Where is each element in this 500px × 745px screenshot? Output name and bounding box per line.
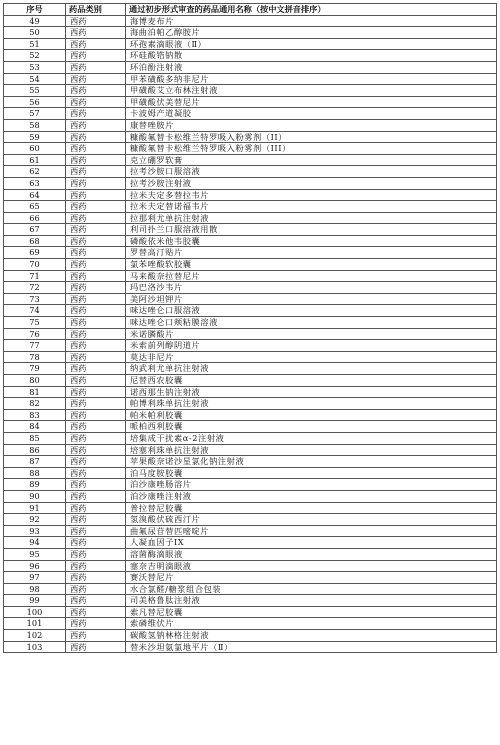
row-number: 64 <box>4 189 66 201</box>
row-category: 西药 <box>66 583 126 595</box>
table-row <box>4 50 497 62</box>
header-number: 序号 <box>4 4 66 16</box>
row-category: 西药 <box>66 572 126 584</box>
row-drug-name: 碳酸氢钠林格注射液 <box>126 630 497 642</box>
row-drug-name: 拉米夫定替诺福韦片 <box>126 201 497 213</box>
row-category: 西药 <box>66 421 126 433</box>
table-row <box>4 432 497 444</box>
row-drug-name: 人凝血因子IX <box>126 537 497 549</box>
table-row <box>4 282 497 294</box>
row-drug-name: 尼替西农胶囊 <box>126 375 497 387</box>
table-row <box>4 572 497 584</box>
row-number: 76 <box>4 328 66 340</box>
row-drug-name: 玛巴洛沙韦片 <box>126 282 497 294</box>
row-number: 102 <box>4 630 66 642</box>
table-row <box>4 490 497 502</box>
row-category: 西药 <box>66 386 126 398</box>
row-number: 87 <box>4 456 66 468</box>
row-drug-name: 甲磺酸艾立布林注射液 <box>126 85 497 97</box>
row-drug-name: 卡波姆产道凝胶 <box>126 108 497 120</box>
row-drug-name: 溶菌酶滴眼液 <box>126 548 497 560</box>
row-number: 52 <box>4 50 66 62</box>
table-row <box>4 143 497 155</box>
row-number: 82 <box>4 398 66 410</box>
row-number: 99 <box>4 595 66 607</box>
row-number: 98 <box>4 583 66 595</box>
row-number: 97 <box>4 572 66 584</box>
row-category: 西药 <box>66 143 126 155</box>
row-number: 65 <box>4 201 66 213</box>
row-drug-name: 拉米夫定多替拉韦片 <box>126 189 497 201</box>
row-number: 79 <box>4 363 66 375</box>
table-row <box>4 166 497 178</box>
row-drug-name: 帕米帕利胶囊 <box>126 409 497 421</box>
row-category: 西药 <box>66 212 126 224</box>
row-category: 西药 <box>66 328 126 340</box>
table-row <box>4 340 497 352</box>
row-drug-name: 塞奈吉明滴眼液 <box>126 560 497 572</box>
row-number: 89 <box>4 479 66 491</box>
table-row <box>4 618 497 630</box>
row-drug-name: 咪达唑仑口颊粘膜溶液 <box>126 317 497 329</box>
table-row <box>4 386 497 398</box>
table-row <box>4 96 497 108</box>
row-number: 88 <box>4 467 66 479</box>
row-category: 西药 <box>66 259 126 271</box>
row-drug-name: 米索前列醇阴道片 <box>126 340 497 352</box>
row-number: 75 <box>4 317 66 329</box>
row-category: 西药 <box>66 398 126 410</box>
table-row <box>4 119 497 131</box>
row-category: 西药 <box>66 305 126 317</box>
row-drug-name: 拉考沙胺口服溶液 <box>126 166 497 178</box>
row-number: 54 <box>4 73 66 85</box>
row-drug-name: 米诺膦酸片 <box>126 328 497 340</box>
row-drug-name: 康替唑胺片 <box>126 119 497 131</box>
row-number: 78 <box>4 351 66 363</box>
row-number: 56 <box>4 96 66 108</box>
header-drug-name: 通过初步形式审查的药品通用名称（按中文拼音排序） <box>126 4 497 16</box>
row-drug-name: 拉考沙胺注射液 <box>126 177 497 189</box>
row-category: 西药 <box>66 131 126 143</box>
row-category: 西药 <box>66 247 126 259</box>
row-number: 81 <box>4 386 66 398</box>
row-number: 67 <box>4 224 66 236</box>
row-category: 西药 <box>66 189 126 201</box>
row-category: 西药 <box>66 409 126 421</box>
drug-list-table <box>3 3 497 653</box>
row-category: 西药 <box>66 537 126 549</box>
table-body <box>4 15 497 653</box>
row-number: 80 <box>4 375 66 387</box>
row-drug-name: 普拉替尼胶囊 <box>126 502 497 514</box>
header-category: 药品类别 <box>66 4 126 16</box>
row-drug-name: 培塞利珠单抗注射液 <box>126 444 497 456</box>
table-row <box>4 177 497 189</box>
row-category: 西药 <box>66 61 126 73</box>
table-row <box>4 630 497 642</box>
row-category: 西药 <box>66 479 126 491</box>
table-row <box>4 235 497 247</box>
table-row <box>4 444 497 456</box>
table-row <box>4 502 497 514</box>
row-drug-name: 莫达非尼片 <box>126 351 497 363</box>
row-drug-name: 海曲泊帕乙醇胺片 <box>126 27 497 39</box>
row-number: 70 <box>4 259 66 271</box>
row-number: 58 <box>4 119 66 131</box>
row-category: 西药 <box>66 15 126 27</box>
table-row <box>4 38 497 50</box>
row-drug-name: 曲氟尿苷替匹嘧啶片 <box>126 525 497 537</box>
table-row <box>4 560 497 572</box>
row-category: 西药 <box>66 282 126 294</box>
row-category: 西药 <box>66 27 126 39</box>
row-category: 西药 <box>66 201 126 213</box>
row-number: 90 <box>4 490 66 502</box>
row-category: 西药 <box>66 618 126 630</box>
row-drug-name: 海博麦布片 <box>126 15 497 27</box>
row-number: 59 <box>4 131 66 143</box>
table-row <box>4 201 497 213</box>
row-category: 西药 <box>66 108 126 120</box>
row-drug-name: 诺西那生钠注射液 <box>126 386 497 398</box>
table-row <box>4 606 497 618</box>
row-number: 92 <box>4 514 66 526</box>
row-drug-name: 环泊酚注射液 <box>126 61 497 73</box>
table-row <box>4 479 497 491</box>
row-category: 西药 <box>66 38 126 50</box>
row-drug-name: 拉那利尤单抗注射液 <box>126 212 497 224</box>
row-number: 50 <box>4 27 66 39</box>
row-category: 西药 <box>66 96 126 108</box>
row-number: 94 <box>4 537 66 549</box>
row-category: 西药 <box>66 351 126 363</box>
table-row <box>4 421 497 433</box>
row-drug-name: 培集成干扰素α-2注射液 <box>126 432 497 444</box>
row-number: 51 <box>4 38 66 50</box>
row-drug-name: 司美格鲁肽注射液 <box>126 595 497 607</box>
table-row <box>4 259 497 271</box>
table-row <box>4 131 497 143</box>
row-number: 71 <box>4 270 66 282</box>
row-drug-name: 赛沃替尼片 <box>126 572 497 584</box>
row-drug-name: 咪达唑仑口服溶液 <box>126 305 497 317</box>
table-row <box>4 537 497 549</box>
row-category: 西药 <box>66 50 126 62</box>
row-drug-name: 替米沙坦氨氯地平片（Ⅱ） <box>126 641 497 653</box>
row-number: 101 <box>4 618 66 630</box>
row-drug-name: 马来酸奈拉替尼片 <box>126 270 497 282</box>
row-number: 68 <box>4 235 66 247</box>
row-drug-name: 克立硼罗软膏 <box>126 154 497 166</box>
table-row <box>4 363 497 375</box>
row-category: 西药 <box>66 293 126 305</box>
row-category: 西药 <box>66 363 126 375</box>
row-drug-name: 帕博利珠单抗注射液 <box>126 398 497 410</box>
row-drug-name: 氢溴酸伏硫西汀片 <box>126 514 497 526</box>
table-row <box>4 293 497 305</box>
row-category: 西药 <box>66 467 126 479</box>
row-category: 西药 <box>66 340 126 352</box>
table-header-row <box>4 4 497 16</box>
row-number: 103 <box>4 641 66 653</box>
row-category: 西药 <box>66 432 126 444</box>
table-row <box>4 224 497 236</box>
row-drug-name: 泊马度胺胶囊 <box>126 467 497 479</box>
row-number: 72 <box>4 282 66 294</box>
row-drug-name: 索凡替尼胶囊 <box>126 606 497 618</box>
row-category: 西药 <box>66 224 126 236</box>
row-number: 73 <box>4 293 66 305</box>
row-number: 53 <box>4 61 66 73</box>
row-drug-name: 甲磺酸伏美替尼片 <box>126 96 497 108</box>
row-category: 西药 <box>66 630 126 642</box>
row-category: 西药 <box>66 154 126 166</box>
row-drug-name: 索磷维伏片 <box>126 618 497 630</box>
row-drug-name: 糠酸氟替卡松维兰特罗吸入粉雾剂（II） <box>126 131 497 143</box>
table-row <box>4 351 497 363</box>
row-category: 西药 <box>66 595 126 607</box>
table-row <box>4 27 497 39</box>
table-row <box>4 328 497 340</box>
table-row <box>4 189 497 201</box>
table-row <box>4 108 497 120</box>
row-drug-name: 磷酸依米他韦胶囊 <box>126 235 497 247</box>
row-number: 55 <box>4 85 66 97</box>
row-category: 西药 <box>66 606 126 618</box>
row-number: 85 <box>4 432 66 444</box>
row-number: 61 <box>4 154 66 166</box>
row-drug-name: 环孢素滴眼液（Ⅱ） <box>126 38 497 50</box>
table-row <box>4 73 497 85</box>
row-category: 西药 <box>66 270 126 282</box>
row-number: 93 <box>4 525 66 537</box>
row-drug-name: 罗替高汀贴片 <box>126 247 497 259</box>
row-category: 西药 <box>66 119 126 131</box>
row-drug-name: 利司扑兰口服溶液用散 <box>126 224 497 236</box>
row-category: 西药 <box>66 444 126 456</box>
table-row <box>4 514 497 526</box>
row-number: 60 <box>4 143 66 155</box>
row-number: 91 <box>4 502 66 514</box>
table-row <box>4 467 497 479</box>
table-row <box>4 247 497 259</box>
table-row <box>4 317 497 329</box>
row-number: 86 <box>4 444 66 456</box>
row-category: 西药 <box>66 177 126 189</box>
table-row <box>4 548 497 560</box>
row-number: 66 <box>4 212 66 224</box>
table-row <box>4 61 497 73</box>
table-row <box>4 398 497 410</box>
table-row <box>4 305 497 317</box>
row-category: 西药 <box>66 235 126 247</box>
table-row <box>4 212 497 224</box>
row-category: 西药 <box>66 641 126 653</box>
row-category: 西药 <box>66 73 126 85</box>
row-number: 96 <box>4 560 66 572</box>
row-drug-name: 氯苯唑酸软胶囊 <box>126 259 497 271</box>
row-drug-name: 纳武利尤单抗注射液 <box>126 363 497 375</box>
table-row <box>4 85 497 97</box>
table-row <box>4 525 497 537</box>
row-category: 西药 <box>66 560 126 572</box>
table-row <box>4 270 497 282</box>
row-number: 63 <box>4 177 66 189</box>
row-drug-name: 泊沙康唑肠溶片 <box>126 479 497 491</box>
row-drug-name: 糠酸氟替卡松维兰特罗吸入粉雾剂（III） <box>126 143 497 155</box>
table-row <box>4 409 497 421</box>
table-row <box>4 375 497 387</box>
row-number: 74 <box>4 305 66 317</box>
row-category: 西药 <box>66 514 126 526</box>
row-category: 西药 <box>66 85 126 97</box>
row-drug-name: 环硅酸锆钠散 <box>126 50 497 62</box>
row-number: 95 <box>4 548 66 560</box>
row-category: 西药 <box>66 166 126 178</box>
row-drug-name: 美阿沙坦钾片 <box>126 293 497 305</box>
row-number: 62 <box>4 166 66 178</box>
row-drug-name: 泊沙康唑注射液 <box>126 490 497 502</box>
row-drug-name: 哌柏西利胶囊 <box>126 421 497 433</box>
row-category: 西药 <box>66 548 126 560</box>
row-category: 西药 <box>66 502 126 514</box>
row-drug-name: 甲苯磺酸多纳非尼片 <box>126 73 497 85</box>
row-number: 77 <box>4 340 66 352</box>
row-number: 84 <box>4 421 66 433</box>
row-number: 57 <box>4 108 66 120</box>
row-drug-name: 苹果酸奈诺沙星氯化钠注射液 <box>126 456 497 468</box>
row-category: 西药 <box>66 375 126 387</box>
table-row <box>4 595 497 607</box>
row-category: 西药 <box>66 456 126 468</box>
table-row <box>4 15 497 27</box>
table-row <box>4 583 497 595</box>
table-row <box>4 154 497 166</box>
row-category: 西药 <box>66 317 126 329</box>
row-number: 100 <box>4 606 66 618</box>
row-drug-name: 水合氯醛/糖浆组合包装 <box>126 583 497 595</box>
row-number: 69 <box>4 247 66 259</box>
row-number: 83 <box>4 409 66 421</box>
row-number: 49 <box>4 15 66 27</box>
row-category: 西药 <box>66 525 126 537</box>
table-row <box>4 456 497 468</box>
row-category: 西药 <box>66 490 126 502</box>
table-row <box>4 641 497 653</box>
